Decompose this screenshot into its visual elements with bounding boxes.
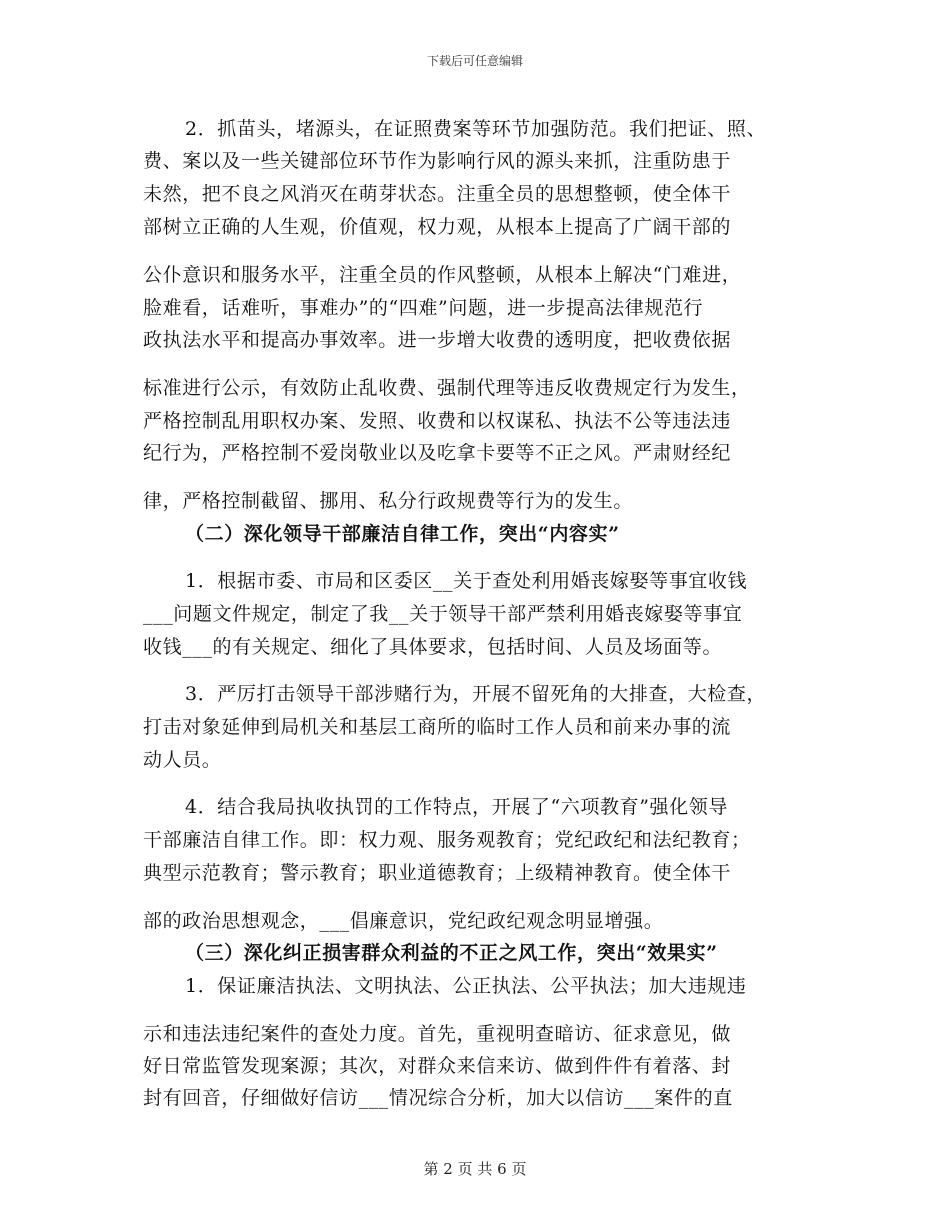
paragraph-line: 动人员。 <box>143 749 222 771</box>
paragraph-line: 典型示范教育；警示教育；职业道德教育；上级精神教育。使全体干 <box>143 862 732 884</box>
section-heading: （三）深化纠正损害群众利益的不正之风工作，突出“效果实” <box>185 942 718 964</box>
paragraph-line: 打击对象延伸到局机关和基层工商所的临时工作人员和前来办事的流 <box>143 716 732 738</box>
paragraph-line: 部树立正确的人生观，价值观，权力观，从根本上提高了广阔干部的 <box>143 216 732 238</box>
paragraph-line: 好日常监管发现案源；其次，对群众来信来访、做到件件有着落、封 <box>143 1055 732 1077</box>
paragraph-line: 标准进行公示，有效防止乱收费、强制代理等违反收费规定行为发生， <box>143 377 751 399</box>
paragraph-line: 收钱___的有关规定、细化了具体要求，包括时间、人员及场面等。 <box>143 636 723 658</box>
paragraph-line: 脸难看，话难听，事难办”的“四难”问题，进一步提高法律规范行 <box>143 297 704 319</box>
paragraph-line: 部的政治思想观念，___倡廉意识，党纪政纪观念明显增强。 <box>143 910 664 932</box>
paragraph-line: 干部廉洁自律工作。即：权力观、服务观教育；党纪政纪和法纪教育； <box>143 829 751 851</box>
paragraph-line: 公仆意识和服务水平，注重全员的作风整顿，从根本上解决“门难进， <box>143 264 742 286</box>
paragraph-line: 1．保证廉洁执法、文明执法、公正执法、公平执法；加大违规违 <box>185 975 747 997</box>
paragraph-line: 封有回音，仔细做好信访___情况综合分析，加大以信访___案件的直 <box>143 1087 733 1109</box>
paragraph-line: 2．抓苗头，堵源头，在证照费案等环节加强防范。我们把证、照、 <box>185 118 767 140</box>
page-footer: 第 2 页 共 6 页 <box>423 1160 527 1178</box>
paragraph-line: 费、案以及一些关键部位环节作为影响行风的源头来抓，注重防患于 <box>143 150 732 172</box>
paragraph-line: 律，严格控制截留、挪用、私分行政规费等行为的发生。 <box>143 490 634 512</box>
paragraph-line: 3．严厉打击领导干部涉赌行为，开展不留死角的大排查，大检查， <box>185 683 767 705</box>
paragraph-line: 未然，把不良之风消灭在萌芽状态。注重全员的思想整顿，使全体干 <box>143 183 732 205</box>
paragraph-line: 4．结合我局执收执罚的工作特点，开展了“六项教育”强化领导 <box>185 796 728 818</box>
paragraph-line: 示和违法违纪案件的查处力度。首先，重视明查暗访、征求意见，做 <box>143 1023 732 1045</box>
section-heading: （二）深化领导干部廉洁自律工作，突出“内容实” <box>185 523 620 545</box>
paragraph-line: ___问题文件规定，制定了我__关于领导干部严禁利用婚丧嫁娶等事宜 <box>143 603 743 625</box>
paragraph-line: 政执法水平和提高办事效率。进一步增大收费的透明度，把收费依据 <box>143 329 732 351</box>
paragraph-line: 纪行为，严格控制不爱岗敬业以及吃拿卡要等不正之风。严肃财经纪 <box>143 442 732 464</box>
page-header: 下载后可任意编辑 <box>426 54 523 68</box>
paragraph-line: 严格控制乱用职权办案、发照、收费和以权谋私、执法不公等违法违 <box>143 410 732 432</box>
paragraph-line: 1．根据市委、市局和区委区__关于查处利用婚丧嫁娶等事宜收钱 <box>185 570 748 592</box>
